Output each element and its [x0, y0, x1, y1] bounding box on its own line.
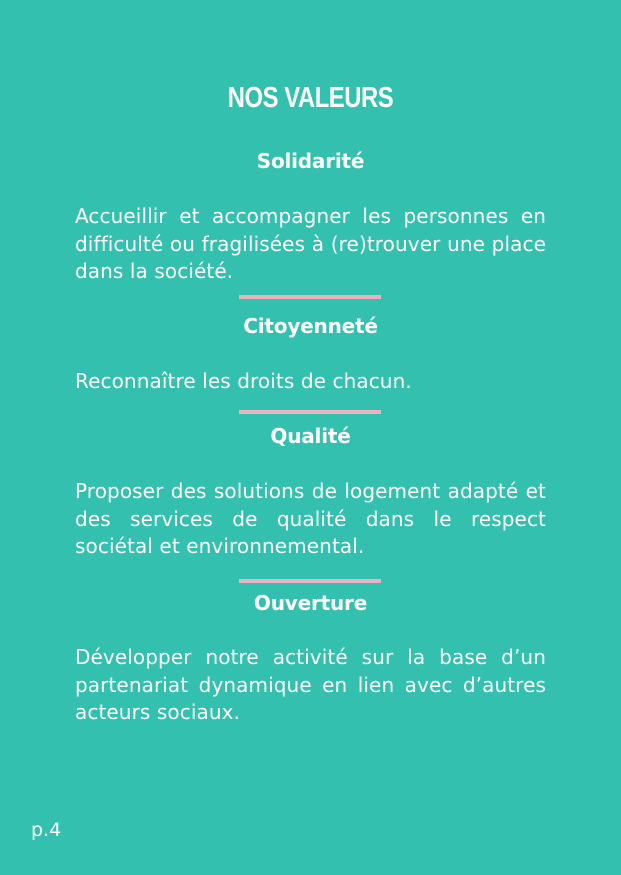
value-heading-ouverture: Ouverture	[253, 591, 368, 615]
value-heading-qualite-wrap	[75, 423, 546, 449]
page-number: p.4	[31, 819, 62, 841]
value-heading-citoyennete-wrap	[75, 313, 546, 339]
value-heading-citoyennete: Citoyenneté	[243, 314, 378, 338]
value-heading-ouverture-wrap	[75, 590, 546, 616]
value-text-qualite-wrap	[75, 478, 546, 561]
value-heading-solidarite-wrap	[75, 148, 546, 174]
value-text-ouverture: Développer notre activité sur la base d’un partenariat dynamique en lien avec d’autres acteurs sociaux.	[75, 645, 546, 724]
value-heading-solidarite: Solidarité	[256, 149, 365, 173]
value-heading-qualite: Qualité	[270, 424, 351, 448]
section-divider	[239, 410, 381, 414]
value-text-citoyennete: Reconnaître les droits de chacun.	[75, 369, 412, 393]
value-text-ouverture-wrap	[75, 644, 546, 727]
page-title: NOS VALEURS	[227, 82, 394, 114]
value-text-solidarite: Accueillir et accompagner les personnes en difficulté ou fragilisées à (re)trouver une place dans la société.	[75, 204, 546, 283]
section-divider	[239, 295, 381, 299]
value-text-citoyennete-wrap	[75, 368, 546, 396]
value-text-qualite: Proposer des solutions de logement adapté et des services de qualité dans le respect sociétal et environnemental.	[75, 479, 546, 558]
value-text-solidarite-wrap	[75, 203, 546, 286]
section-divider	[239, 579, 381, 583]
